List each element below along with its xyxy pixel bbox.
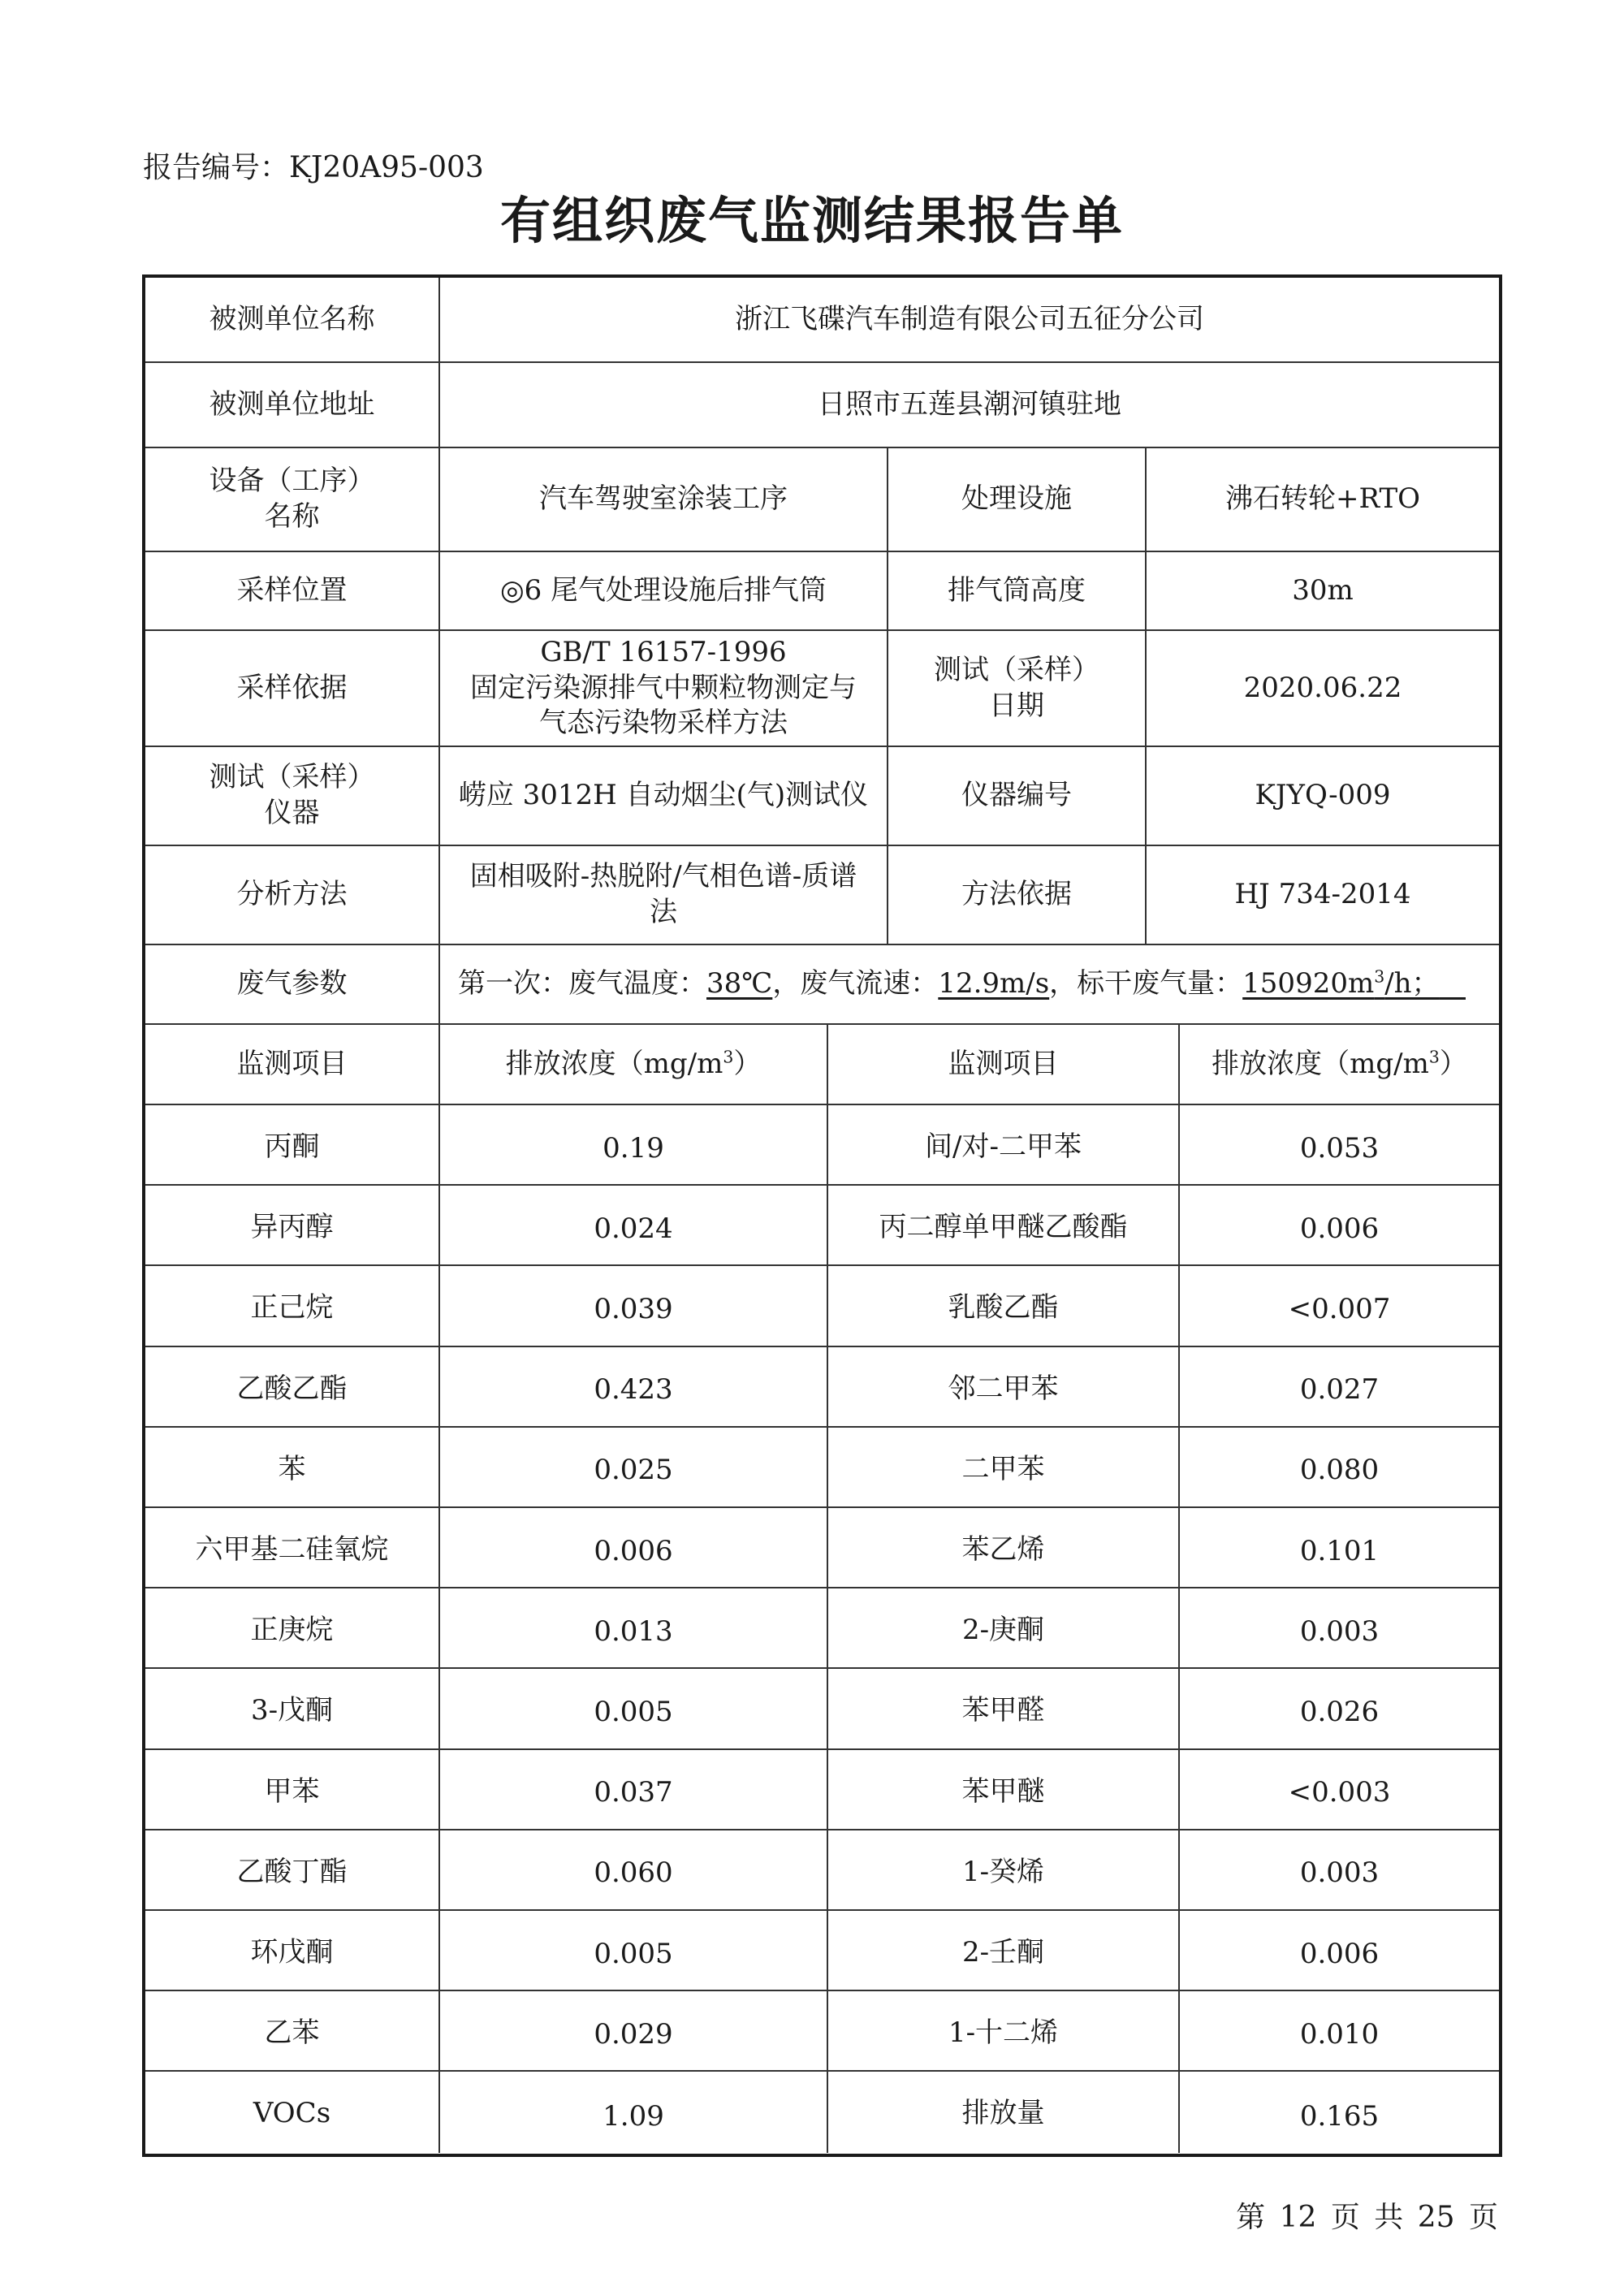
result-value-b: 0.006 xyxy=(1180,1186,1499,1266)
result-value-a: 0.005 xyxy=(440,1669,828,1749)
report-number: 报告编号：KJ20A95-003 xyxy=(143,151,484,184)
gas-params-label: 废气参数 xyxy=(145,945,440,1025)
result-value-a: 0.024 xyxy=(440,1186,828,1266)
equipment-label xyxy=(145,448,440,552)
report-table xyxy=(142,274,1502,2157)
result-item-a: 六甲基二硅氧烷 xyxy=(145,1508,440,1588)
stack-height-label: 排气筒高度 xyxy=(888,552,1147,631)
result-item-a: 苯 xyxy=(145,1428,440,1508)
result-value-a: 0.19 xyxy=(440,1105,828,1186)
unit-address-value: 日照市五莲县潮河镇驻地 xyxy=(440,363,1499,448)
header-concentration-b: 排放浓度$(mg/m^3)$ xyxy=(1180,1025,1499,1105)
result-value-b: 0.006 xyxy=(1180,1911,1499,1991)
result-item-b: 间/对-二甲苯 xyxy=(828,1105,1180,1186)
analysis-method-label: 分析方法 xyxy=(145,846,440,945)
result-value-a: 0.005 xyxy=(440,1911,828,1991)
analysis-method-value xyxy=(440,846,888,945)
header-item-a: 监测项目 xyxy=(145,1025,440,1105)
result-item-b: 二甲苯 xyxy=(828,1428,1180,1508)
gas-temp-value: 38℃ xyxy=(706,967,773,1001)
unit-name-value: 浙江飞碟汽车制造有限公司五征分公司 xyxy=(440,278,1499,363)
sampling-position-value: ◎6 尾气处理设施后排气筒 xyxy=(440,552,888,631)
sampling-basis-value xyxy=(440,631,888,747)
result-item-b: 排放量 xyxy=(828,2072,1180,2152)
result-item-b: 邻二甲苯 xyxy=(828,1347,1180,1428)
gas-params-prefix: 第一次：废气温度： xyxy=(458,967,706,1001)
result-item-a: 异丙醇 xyxy=(145,1186,440,1266)
method-basis-value: HJ 734-2014 xyxy=(1147,846,1499,945)
instrument-no-label: 仪器编号 xyxy=(888,747,1147,846)
result-value-a: 0.013 xyxy=(440,1588,828,1669)
gas-flow-value: 12.9m/s xyxy=(938,967,1050,1001)
sampling-basis-line3: 气态污染物采样方法 xyxy=(539,707,788,740)
result-item-a: 丙酮 xyxy=(145,1105,440,1186)
result-value-a: 0.029 xyxy=(440,1991,828,2072)
header-concentration-a: 排放浓度$(mg/m^3)$ xyxy=(440,1025,828,1105)
result-item-b: 苯乙烯 xyxy=(828,1508,1180,1588)
facility-value: 沸石转轮+RTO xyxy=(1147,448,1499,552)
instrument-label-line1: 测试（采样） xyxy=(209,761,375,794)
result-item-a: 乙苯 xyxy=(145,1991,440,2072)
gas-flow-prefix: ，废气流速： xyxy=(772,967,939,1001)
sampling-position-label: 采样位置 xyxy=(145,552,440,631)
result-item-b: 1-癸烯 xyxy=(828,1830,1180,1911)
sampling-basis-line2: 固定污染源排气中颗粒物测定与 xyxy=(470,671,857,704)
result-item-a: 甲苯 xyxy=(145,1750,440,1830)
test-date-label xyxy=(888,631,1147,747)
result-value-b: 0.027 xyxy=(1180,1347,1499,1428)
result-item-a: VOCs xyxy=(145,2072,440,2152)
result-item-a: 正己烷 xyxy=(145,1266,440,1346)
result-value-a: 0.423 xyxy=(440,1347,828,1428)
unit-name-label: 被测单位名称 xyxy=(145,278,440,363)
result-value-a: 0.025 xyxy=(440,1428,828,1508)
instrument-label xyxy=(145,747,440,846)
result-value-b: 0.026 xyxy=(1180,1669,1499,1749)
result-value-a: 0.037 xyxy=(440,1750,828,1830)
page-number: 第 12 页 共 25 页 xyxy=(1236,2201,1498,2234)
page-title: 有组织废气监测结果报告单 xyxy=(499,191,1124,250)
result-item-a: 环戊酮 xyxy=(145,1911,440,1991)
result-item-b: 1-十二烯 xyxy=(828,1991,1180,2072)
result-value-b: 0.165 xyxy=(1299,2100,1380,2133)
instrument-label-line2: 仪器 xyxy=(264,797,320,829)
test-date-label-line2: 日期 xyxy=(989,689,1044,722)
gas-params-value xyxy=(440,945,1499,1025)
result-item-a: 3-戊酮 xyxy=(145,1669,440,1749)
unit-address-label: 被测单位地址 xyxy=(145,363,440,448)
test-date-label-line1: 测试（采样） xyxy=(934,653,1099,686)
result-item-b: 丙二醇单甲醚乙酸酯 xyxy=(828,1186,1180,1266)
result-value-a: 0.006 xyxy=(440,1508,828,1588)
analysis-method-line1: 固相吸附-热脱附/气相色谱-质谱 xyxy=(469,860,857,893)
result-item-b: 乳酸乙酯 xyxy=(828,1266,1180,1346)
sampling-basis-label: 采样依据 xyxy=(145,631,440,747)
result-value-a: 0.039 xyxy=(440,1266,828,1346)
result-value-a: 1.09 xyxy=(440,2072,828,2152)
instrument-no-value: KJYQ-009 xyxy=(1147,747,1499,846)
result-item-a: 正庚烷 xyxy=(145,1588,440,1669)
result-value-b: 0.101 xyxy=(1180,1508,1499,1588)
result-item-a: 乙酸丁酯 xyxy=(145,1830,440,1911)
result-value-b: 0.003 xyxy=(1180,1588,1499,1669)
result-value-b: <0.007 xyxy=(1180,1266,1499,1346)
analysis-method-line2: 法 xyxy=(650,896,677,928)
result-value-b: <0.003 xyxy=(1180,1750,1499,1830)
header-item-b: 监测项目 xyxy=(828,1025,1180,1105)
equipment-label-line1: 设备（工序） xyxy=(209,465,375,498)
test-date-value: 2020.06.22 xyxy=(1147,631,1499,747)
result-item-a: 乙酸乙酯 xyxy=(145,1347,440,1428)
equipment-label-line2: 名称 xyxy=(264,500,320,533)
result-item-b: 苯甲醚 xyxy=(828,1750,1180,1830)
std-volume-value: $150920m^3/h$； xyxy=(1242,966,1440,1001)
method-basis-label: 方法依据 xyxy=(888,846,1147,945)
result-item-b: 2-庚酮 xyxy=(828,1588,1180,1669)
result-value-b: 0.080 xyxy=(1180,1428,1499,1508)
instrument-value: 崂应 3012H 自动烟尘(气)测试仪 xyxy=(440,747,888,846)
equipment-value: 汽车驾驶室涂装工序 xyxy=(440,448,888,552)
result-value-b: 0.053 xyxy=(1180,1105,1499,1186)
result-item-b: 苯甲醛 xyxy=(828,1669,1180,1749)
result-value-b: 0.003 xyxy=(1180,1830,1499,1911)
facility-label: 处理设施 xyxy=(888,448,1147,552)
sampling-basis-line1: GB/T 16157-1996 xyxy=(540,636,787,669)
result-value-b: 0.010 xyxy=(1180,1991,1499,2072)
std-volume-prefix: ，标干废气量： xyxy=(1049,967,1243,1001)
result-value-a: 0.060 xyxy=(440,1830,828,1911)
stack-height-value: 30m xyxy=(1147,552,1499,631)
result-item-b: 2-壬酮 xyxy=(828,1911,1180,1991)
